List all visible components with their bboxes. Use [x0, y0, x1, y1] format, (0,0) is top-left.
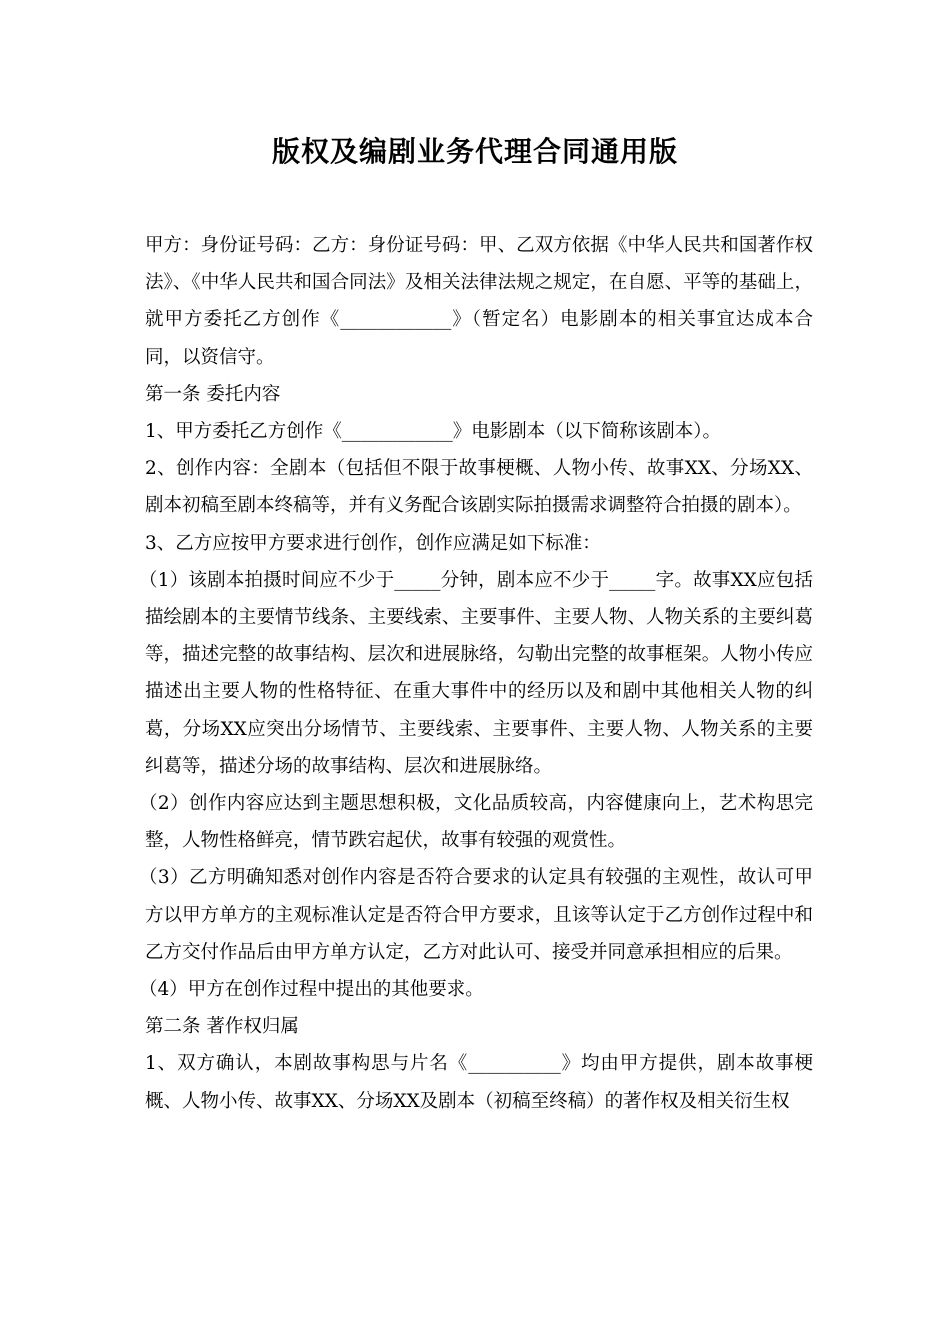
article-1-clause-3-item-1: （1）该剧本拍摄时间应不少于_____分钟，剧本应不少于_____字。故事XX应包括描绘剧本的主要情节线条、主要线索、主要事件、主要人物、人物关系的主要纠葛等，描述完整的故事结构、层次和进展脉络，勾勒出完整的故事框架。人物小传应描述出主要人物的性格特征、在重大事件中的经历以及和剧中其他相关人物的纠葛，分场XX应突出分场情节、主要线索、主要事件、主要人物、人物关系的主要纠葛等，描述分场的故事结构、层次和进展脉络。 — [139, 569, 813, 777]
article-1-clause-3-item-2: （2）创作内容应达到主题思想积极，文化品质较高，内容健康向上，艺术构思完整，人物性格鲜亮，情节跌宕起伏，故事有较强的观赏性。 — [139, 793, 813, 852]
article-1-heading: 第一条 委托内容 — [145, 383, 281, 405]
article-1-clause-2: 2、创作内容：全剧本（包括但不限于故事梗概、人物小传、故事XX、分场XX、剧本初稿至剧本终稿等，并有义务配合该剧实际拍摄需求调整符合拍摄的剧本）。 — [145, 458, 813, 517]
preamble-paragraph: 甲方：身份证号码：乙方：身份证号码：甲、乙双方依据《中华人民共和国著作权法》、《中华人民共和国合同法》及相关法律法规之规定，在自愿、平等的基础上，就甲方委托乙方创作《____________》（暂定名）电影剧本的相关事宜达成本合同，以资信守。 — [145, 235, 813, 368]
document-title: 版权及编剧业务代理合同通用版 — [271, 135, 678, 168]
article-1-clause-1: 1、甲方委托乙方创作《____________》电影剧本（以下简称该剧本）。 — [145, 421, 722, 443]
article-2-heading: 第二条 著作权归属 — [145, 1016, 299, 1038]
article-1-clause-3: 3、乙方应按甲方要求进行创作，创作应满足如下标准： — [145, 532, 601, 554]
document-body — [139, 227, 813, 1120]
article-1-clause-3-item-4: （4）甲方在创作过程中提出的其他要求。 — [139, 979, 484, 1001]
article-2-clause-1: 1、双方确认，本剧故事构思与片名《__________》均由甲方提供，剧本故事梗概、人物小传、故事XX、分场XX及剧本（初稿至终稿）的著作权及相关衍生权 — [145, 1053, 813, 1112]
article-1-clause-3-item-3: （3）乙方明确知悉对创作内容是否符合要求的认定具有较强的主观性，故认可甲方以甲方单方的主观标准认定是否符合甲方要求，且该等认定于乙方创作过程中和乙方交付作品后由甲方单方认定，乙方对此认可、接受并同意承担相应的后果。 — [139, 867, 813, 963]
